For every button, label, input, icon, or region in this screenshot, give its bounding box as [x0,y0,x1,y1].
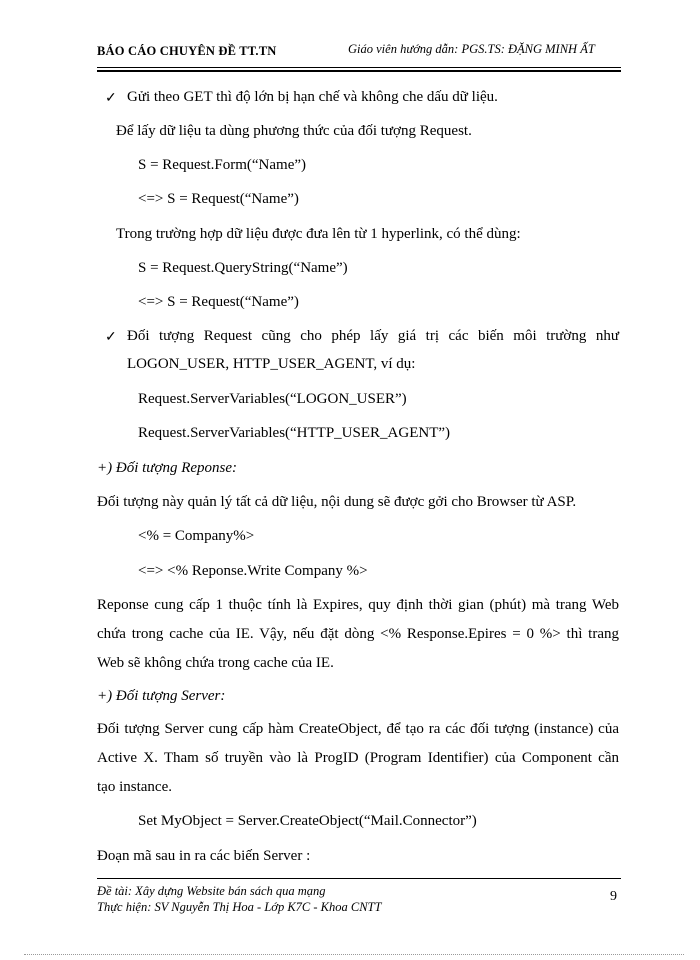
header-rule-thick [97,70,621,72]
paragraph-hyperlink: Trong trường hợp dữ liệu được đưa lên từ 1 hyperlink, có thể dùng: [116,226,521,242]
code-request-equivalent: <=> S = Request(“Name”) [138,191,299,207]
code-http-user-agent: Request.ServerVariables(“HTTP_USER_AGENT”) [138,425,451,441]
bullet-server-variables: Đối tượng Request cũng cho phép lấy giá trị các biến môi trường như [127,328,619,344]
paragraph-createobject-3: tạo instance. [97,779,172,795]
check-icon: ✓ [105,91,117,106]
paragraph-request-method: Để lấy dữ liệu ta dùng phương thức của đối tượng Request. [116,123,472,139]
header-supervisor: Giáo viên hướng dẫn: PGS.TS: ĐẶNG MINH ẤT [348,42,595,56]
code-response-write: <=> <% Reponse.Write Company %> [138,563,368,579]
bullet-server-variables-cont: LOGON_USER, HTTP_USER_AGENT, ví dụ: [127,356,416,372]
code-logon-user: Request.ServerVariables(“LOGON_USER”) [138,391,407,407]
page-break-divider [24,954,684,955]
paragraph-createobject-1: Đối tượng Server cung cấp hàm CreateObject, để tạo ra các đối tượng (instance) của [97,721,619,737]
heading-response-object: +) Đối tượng Reponse: [97,460,238,476]
paragraph-expires-1: Reponse cung cấp 1 thuộc tính là Expires, quy định thời gian (phút) mà trang Web [97,597,619,613]
footer-topic: Đề tài: Xây dựng Website bán sách qua mạng [97,884,326,898]
heading-server-object: +) Đối tượng Server: [97,688,226,704]
paragraph-expires-2: chứa trong cache của IE. Vậy, nếu đặt dòng <% Response.Epires = 0 %> thì trang [97,626,619,642]
header-rule [97,67,621,68]
paragraph-createobject-2: Active X. Tham số truyền vào là ProgID (Program Identifier) của Component cần [97,750,619,766]
code-querystring-equivalent: <=> S = Request(“Name”) [138,294,299,310]
check-icon: ✓ [105,330,117,345]
paragraph-server-variables: Đoạn mã sau in ra các biến Server : [97,848,311,864]
paragraph-response-intro: Đối tượng này quản lý tất cả dữ liệu, nội dung sẽ được gởi cho Browser từ ASP. [97,494,577,510]
code-querystring: S = Request.QueryString(“Name”) [138,260,348,276]
header-title: BÁO CÁO CHUYÊN ĐỀ TT.TN [97,44,277,58]
page-number: 9 [610,889,617,904]
code-create-object: Set MyObject = Server.CreateObject(“Mail.Connector”) [138,813,477,829]
footer-rule [97,878,621,879]
code-request-form: S = Request.Form(“Name”) [138,157,307,173]
footer-author: Thực hiện: SV Nguyễn Thị Hoa - Lớp K7C - Khoa CNTT [97,900,382,914]
bullet-get-limit: Gửi theo GET thì độ lớn bị hạn chế và không che dấu dữ liệu. [127,89,498,105]
paragraph-expires-3: Web sẽ không chứa trong cache của IE. [97,655,334,671]
code-company: <% = Company%> [138,528,255,544]
